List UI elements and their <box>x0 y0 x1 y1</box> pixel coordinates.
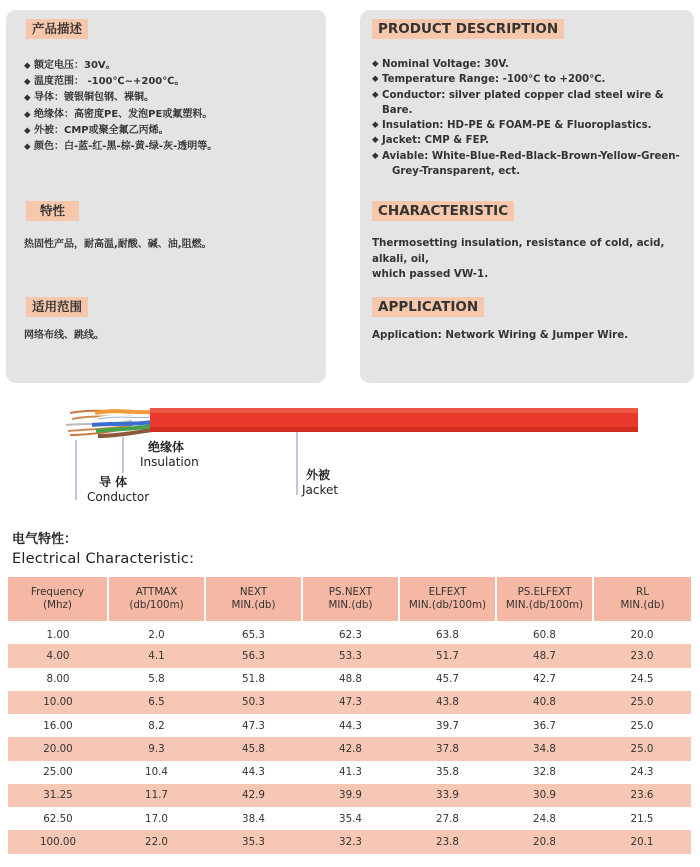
table-cell: 20.8 <box>496 830 593 853</box>
column-header-line: MIN.(db) <box>231 599 276 611</box>
electrical-title-cn: 电气特性： <box>12 532 78 547</box>
column-header-line: MIN.(db) <box>620 599 665 611</box>
column-header-line: (db/100m) <box>129 599 184 611</box>
table-cell: 42.7 <box>496 668 593 691</box>
column-header-line: PS.ELFEXT <box>517 586 572 598</box>
jacket-label-cn: 外被 <box>306 468 331 482</box>
table-cell: 27.8 <box>399 807 496 830</box>
table-cell: 10.4 <box>108 761 205 784</box>
table-cell: 65.3 <box>205 621 302 644</box>
column-header <box>593 577 691 621</box>
column-header-line: NEXT <box>239 586 268 598</box>
column-header-line: RL <box>636 586 649 598</box>
electrical-title-en: Electrical Characteristic: <box>12 551 195 567</box>
table-cell: 45.7 <box>399 668 496 691</box>
table-cell: 25.0 <box>593 714 691 737</box>
table-cell: 47.3 <box>205 714 302 737</box>
column-header <box>205 577 302 621</box>
table-cell: 48.8 <box>302 668 399 691</box>
table-row <box>8 668 691 691</box>
table-row <box>8 621 691 644</box>
list-item: ◆ 额定电压：30V。 <box>24 58 217 74</box>
column-header <box>399 577 496 621</box>
table-cell: 48.7 <box>496 644 593 667</box>
english-info-panel <box>360 10 694 383</box>
jacket-label-en: Jacket <box>302 483 339 497</box>
table-cell: 4.00 <box>8 644 108 667</box>
table-cell: 35.8 <box>399 761 496 784</box>
column-header-line: MIN.(db/100m) <box>408 599 487 611</box>
table-cell: 8.2 <box>108 714 205 737</box>
table-cell: 1.00 <box>8 621 108 644</box>
table-cell: 8.00 <box>8 668 108 691</box>
cable-jacket-highlight <box>150 408 638 413</box>
table-cell: 51.7 <box>399 644 496 667</box>
table-cell: 60.8 <box>496 621 593 644</box>
jacket-label <box>302 468 338 498</box>
table-cell: 31.25 <box>8 784 108 807</box>
column-header-line: (Mhz) <box>43 599 72 611</box>
table-cell: 32.8 <box>496 761 593 784</box>
column-header-line: ATTMAX <box>135 586 178 598</box>
application-en-text: Application: Network Wiring & Jumper Wire. <box>372 329 629 341</box>
list-item: ◆ 温度范围： -100℃~+200℃。 <box>24 74 217 90</box>
column-header <box>8 577 108 621</box>
table-cell: 4.1 <box>108 644 205 667</box>
table-cell: 39.9 <box>302 784 399 807</box>
list-item: ◆ Insulation: HD-PE & FOAM-PE & Fluoroplastics. <box>372 118 690 133</box>
conductor-label-cn: 导 体 <box>99 475 128 489</box>
table-cell: 42.8 <box>302 737 399 760</box>
insulation-label-cn: 绝缘体 <box>148 440 185 454</box>
table-cell: 10.00 <box>8 691 108 714</box>
list-item: ◆ 导体：镀银铜包钢、裸铜。 <box>24 90 217 106</box>
table-cell: 25.00 <box>8 761 108 784</box>
table-header-row <box>8 577 691 621</box>
characteristic-en-title: CHARACTERISTIC <box>372 201 514 221</box>
table-cell: 6.5 <box>108 691 205 714</box>
table-cell: 21.5 <box>593 807 691 830</box>
table-cell: 30.9 <box>496 784 593 807</box>
table-cell: 63.8 <box>399 621 496 644</box>
table-cell: 38.4 <box>205 807 302 830</box>
column-header-line: MIN.(db/100m) <box>505 599 584 611</box>
application-cn-text: 网络布线、跳线。 <box>24 330 104 341</box>
table-cell: 41.3 <box>302 761 399 784</box>
cable-diagram <box>0 395 700 515</box>
characteristic-en-text <box>372 236 692 283</box>
table-row <box>8 691 691 714</box>
list-item: ◆ 外被：CMP或聚全氟乙丙烯。 <box>24 123 217 139</box>
table-cell: 50.3 <box>205 691 302 714</box>
table-cell: 23.0 <box>593 644 691 667</box>
table-cell: 33.9 <box>399 784 496 807</box>
table-row <box>8 761 691 784</box>
table-cell: 9.3 <box>108 737 205 760</box>
list-item-continuation: Grey-Transparent, ect. <box>392 166 521 178</box>
table-row <box>8 807 691 830</box>
product-description-cn-title: 产品描述 <box>26 19 88 39</box>
chinese-info-panel <box>6 10 326 383</box>
column-header <box>108 577 205 621</box>
table-cell: 40.8 <box>496 691 593 714</box>
list-item: ◆ 颜色：白-蓝-红-黑-棕-黄-绿-灰-透明等。 <box>24 139 217 155</box>
product-description-cn-list <box>24 58 217 155</box>
table-cell: 24.8 <box>496 807 593 830</box>
table-cell: 39.7 <box>399 714 496 737</box>
table-cell: 17.0 <box>108 807 205 830</box>
table-cell: 23.8 <box>399 830 496 853</box>
insulated-wire <box>92 422 152 425</box>
table-cell: 53.3 <box>302 644 399 667</box>
table-cell: 62.50 <box>8 807 108 830</box>
product-description-en-title: PRODUCT DESCRIPTION <box>372 19 564 39</box>
table-cell: 37.8 <box>399 737 496 760</box>
insulated-wire <box>95 411 152 413</box>
column-header-line: ELFEXT <box>428 586 467 598</box>
table-cell: 62.3 <box>302 621 399 644</box>
table-cell: 100.00 <box>8 830 108 853</box>
table-cell: 20.0 <box>593 621 691 644</box>
table-cell: 45.8 <box>205 737 302 760</box>
table-cell: 56.3 <box>205 644 302 667</box>
table-cell: 44.3 <box>302 714 399 737</box>
table-cell: 47.3 <box>302 691 399 714</box>
characteristic-en-line: Thermosetting insulation, resistance of cold, acid, alkali, oil, <box>372 237 665 265</box>
table-cell: 32.3 <box>302 830 399 853</box>
table-cell: 35.4 <box>302 807 399 830</box>
table-cell: 25.0 <box>593 737 691 760</box>
column-header-line: PS.NEXT <box>328 586 373 598</box>
table-cell: 5.8 <box>108 668 205 691</box>
insulation-label <box>140 440 199 470</box>
table-row <box>8 737 691 760</box>
table-cell: 24.3 <box>593 761 691 784</box>
table-cell: 20.00 <box>8 737 108 760</box>
table-row <box>8 644 691 667</box>
list-item: ◆ Jacket: CMP & FEP. <box>372 133 690 148</box>
list-item: ◆ Temperature Range: -100℃ to +200℃. <box>372 72 690 87</box>
table-cell: 35.3 <box>205 830 302 853</box>
table-cell: 25.0 <box>593 691 691 714</box>
table-cell: 42.9 <box>205 784 302 807</box>
table-row <box>8 784 691 807</box>
table-row <box>8 714 691 737</box>
characteristic-cn-text: 热固性产品，耐高温,耐酸、碱、油,阻燃。 <box>24 239 212 250</box>
table-cell: 34.8 <box>496 737 593 760</box>
table-cell: 16.00 <box>8 714 108 737</box>
table-cell: 22.0 <box>108 830 205 853</box>
table-cell: 2.0 <box>108 621 205 644</box>
characteristic-en-line: which passed VW-1. <box>372 268 489 281</box>
table-cell: 51.8 <box>205 668 302 691</box>
electrical-spec-table <box>8 577 691 854</box>
insulated-wires <box>92 411 152 436</box>
table-body <box>8 621 691 854</box>
table-cell: 24.5 <box>593 668 691 691</box>
column-header <box>302 577 399 621</box>
column-header <box>496 577 593 621</box>
application-cn-title: 适用范围 <box>26 297 88 317</box>
cable-jacket-shadow <box>150 427 638 432</box>
table-cell: 11.7 <box>108 784 205 807</box>
product-description-en-list <box>372 57 690 179</box>
table-cell: 43.8 <box>399 691 496 714</box>
table-cell: 23.6 <box>593 784 691 807</box>
list-item: ◆ Nominal Voltage: 30V. <box>372 57 690 72</box>
list-item: ◆ Conductor: silver plated copper clad steel wire & Bare. <box>372 88 690 119</box>
characteristic-cn-title: 特性 <box>26 201 79 221</box>
conductor-label <box>87 475 149 505</box>
table-row <box>8 830 691 853</box>
table-cell: 36.7 <box>496 714 593 737</box>
list-item: ◆ Aviable: White-Blue-Red-Black-Brown-Yellow-Green- <box>372 149 690 164</box>
conductor-label-en: Conductor <box>87 490 150 504</box>
insulation-label-en: Insulation <box>140 455 199 469</box>
column-header-line: MIN.(db) <box>328 599 373 611</box>
list-item: ◆ 绝缘体：高密度PE、发泡PE或氟塑料。 <box>24 107 217 123</box>
table-cell: 20.1 <box>593 830 691 853</box>
application-en-title: APPLICATION <box>372 297 484 317</box>
column-header-line: Frequency <box>30 586 85 598</box>
table-cell: 44.3 <box>205 761 302 784</box>
